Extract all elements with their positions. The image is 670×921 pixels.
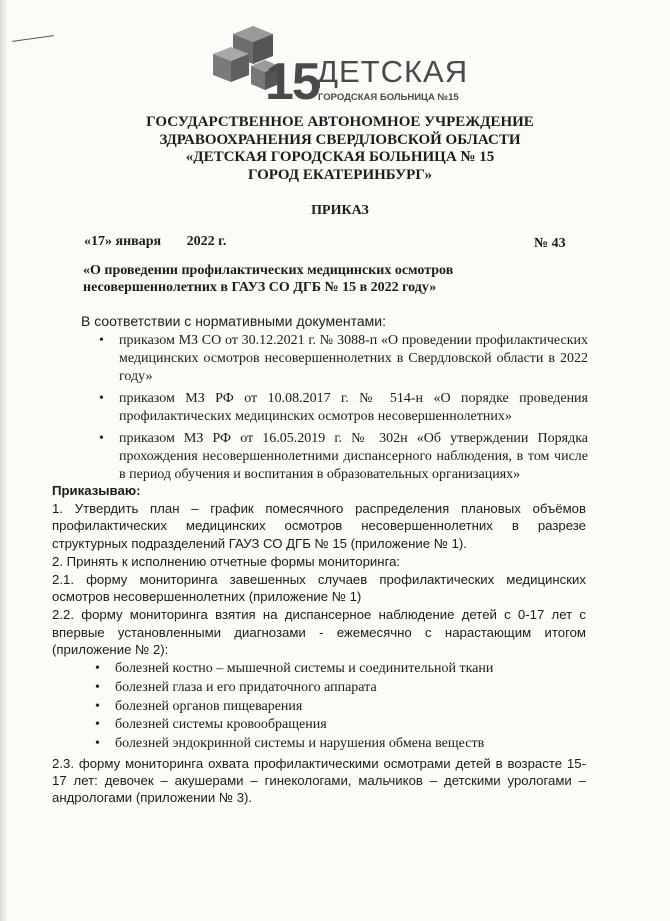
heading-line: ГОРОД ЕКАТЕРИНБУРГ» <box>247 166 433 183</box>
logo-number: 15 <box>265 53 319 111</box>
subject-line: несовершеннолетних в ГАУЗ СО ДГБ № 15 в 2022 году» <box>83 280 437 295</box>
list-item <box>96 390 588 426</box>
disease-text: болезней глаза и его придаточного аппарата <box>115 679 377 695</box>
order-item-1: 1. Утвердить план – график помесячного распределения плановых объёмов профилактических медицинских осмотров несовершеннолетних в разрезе структурных подразделений ГАУЗ СО ДГБ № 15 (приложение № 1). <box>52 501 586 551</box>
intro-text: В соответствии с нормативными документами: <box>81 313 386 329</box>
bullet-icon: • <box>99 391 104 406</box>
order-item-2-3: 2.3. форму мониторинга охвата профилактическими осмотрами детей в возрасте 15-17 лет: девочек – акушерами – гинекологами, мальчиков – детскими урологами – андрологами (приложении № 3). <box>52 756 586 806</box>
list-item <box>52 679 586 698</box>
order-body <box>52 482 586 808</box>
bullet-icon: • <box>95 661 100 677</box>
basis-list <box>96 332 588 488</box>
subject-line: «О проведении профилактических медицинских осмотров <box>83 263 454 278</box>
heading-line: ЗДРАВООХРАНЕНИЯ СВЕРДЛОВСКОЙ ОБЛАСТИ <box>159 131 521 148</box>
institution-heading <box>60 114 620 184</box>
order-title: ПРИКАЗ <box>311 203 369 218</box>
bullet-icon: • <box>95 679 100 695</box>
bullet-icon: • <box>99 333 104 348</box>
basis-text: приказом МЗ РФ от 10.08.2017 г. № 514-н «О порядке проведения профилактических медицинских осмотров несовершеннолетних» <box>119 391 588 424</box>
scan-mark <box>12 35 54 42</box>
logo-subtitle: ГОРОДСКАЯ БОЛЬНИЦА №15 <box>318 92 459 103</box>
order-number: № 43 <box>534 236 566 251</box>
order-date <box>84 234 226 250</box>
disease-text: болезней эндокринной системы и нарушения обмена веществ <box>115 736 485 752</box>
hospital-logo <box>205 20 475 111</box>
heading-line: ГОСУДАРСТВЕННОЕ АВТОНОМНОЕ УЧРЕЖДЕНИЕ <box>146 114 534 130</box>
list-item <box>52 735 586 754</box>
bullet-icon: • <box>95 717 100 733</box>
list-item <box>52 698 586 717</box>
bullet-icon: • <box>95 698 100 714</box>
basis-text: приказом МЗ РФ от 16.05.2019 г. № 302н «Об утверждении Порядка прохождения несовершеннолетними диспансерного наблюдения, в том числе в период обучения и воспитания в образовательных организациях» <box>119 431 588 482</box>
order-item-2-1: 2.1. форму мониторинга завешенных случаев профилактических медицинских осмотров несовершеннолетних (приложение № 1) <box>52 572 586 605</box>
logo-word: ДЕТСКАЯ <box>317 54 469 89</box>
basis-text: приказом МЗ СО от 30.12.2021 г. № 3088-п «О проведении профилактических медицинских осмотров несовершеннолетних в Свердловской области в 2022 году» <box>119 333 588 384</box>
bullet-icon: • <box>95 736 100 752</box>
disease-text: болезней костно – мышечной системы и соединительной ткани <box>115 661 494 677</box>
order-item-2-2: 2.2. форму мониторинга взятия на диспансерное наблюдение детей с 0-17 лет с впервые установленными диагнозами - ежемесячно с нарастающим итогом (приложение № 2): <box>52 607 586 657</box>
list-item <box>96 430 588 484</box>
list-item <box>52 716 586 735</box>
bullet-icon: • <box>99 431 104 446</box>
diseases-list <box>52 660 586 754</box>
order-item-2: 2. Принять к исполнению отчетные формы мониторинга: <box>52 553 401 569</box>
order-word: Приказываю: <box>52 483 141 498</box>
heading-line: «ДЕТСКАЯ ГОРОДСКАЯ БОЛЬНИЦА № 15 <box>185 149 495 165</box>
disease-text: болезней органов пищеварения <box>115 698 303 714</box>
order-date-day: «17» января <box>84 234 162 249</box>
scan-edge-shadow <box>0 0 8 921</box>
order-date-year: 2022 г. <box>186 234 227 249</box>
disease-text: болезней системы кровообращения <box>115 717 327 733</box>
list-item <box>52 660 586 679</box>
list-item <box>96 332 588 386</box>
order-subject <box>83 262 503 296</box>
